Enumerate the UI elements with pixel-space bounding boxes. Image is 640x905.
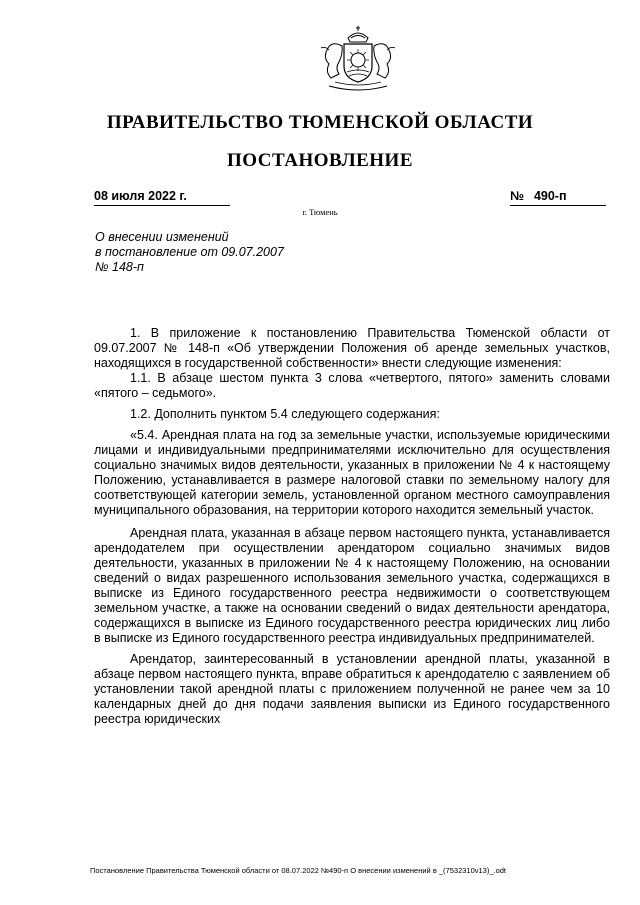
subject-line: № 148-п [95, 260, 144, 274]
document-city: г. Тюмень [302, 207, 338, 217]
coat-of-arms-icon [309, 24, 407, 96]
body-paragraph: Арендная плата, указанная в абзаце первом настоящего пункта, устанавливается арендодателем при осуществлении арендатором социально значимых видов деятельности, указанных в приложении № 4 к настоящему Положению, на основании сведений о видах разрешенного использования земельного участка, содержащихся в выписке из Единого государственного реестра недвижимости о соответствующем земельном участке, а также на основании сведений о видах деятельности арендатора, содержащихся в выписке из Единого государственного реестра юридических лиц либо в выписке из Единого государственного реестра индивидуальных предпринимателей. [94, 526, 610, 645]
body-paragraph: 1.2. Дополнить пунктом 5.4 следующего содержания: [130, 407, 440, 421]
page-footer: Постановление Правительства Тюменской области от 08.07.2022 №490-п О внесении изменений в _(7532310v13)_.odt [90, 866, 507, 875]
body-paragraph: 1.1. В абзаце шестом пункта 3 слова «четвертого, пятого» заменить словами «пятого – седьмого». [94, 371, 610, 400]
document-body [94, 326, 610, 727]
subject-line: О внесении изменений [95, 230, 229, 244]
document-number-prefix: № [510, 189, 524, 203]
document-date-value: 08 июля 2022 г. [94, 189, 187, 203]
body-paragraph: 1. В приложение к постановлению Правительства Тюменской области от 09.07.2007 № 148-п «Об утверждении Положения об аренде земельных участков, находящихся в государственной собственности» внести следующие изменения: [94, 326, 610, 370]
body-paragraph: «5.4. Арендная плата на год за земельные участки, используемые юридическими лицами и индивидуальными предпринимателями исключительно для осуществления социально значимых видов деятельности, указанных в приложении № 4 к настоящему Положению, устанавливается в размере налоговой ставки по земельному налогу для соответствующей категории земель, установленной органом местного самоуправления муниципального образования, на территории которого находится земельный участок. [94, 428, 610, 517]
document-type-title: ПОСТАНОВЛЕНИЕ [226, 150, 414, 171]
organization-title: ПРАВИТЕЛЬСТВО ТЮМЕНСКОЙ ОБЛАСТИ [106, 112, 534, 133]
subject-line: в постановление от 09.07.2007 [95, 245, 284, 259]
document-number-value: 490-п [533, 189, 567, 203]
body-paragraph: Арендатор, заинтересованный в установлении арендной платы, указанной в абзаце первом настоящего пункта, вправе обратиться к арендодателю с заявлением об установлении такой арендной платы с приложением полученной не ранее чем за 10 календарных дней до дня подачи заявления выписки из Единого государственного реестра юридических [94, 652, 610, 726]
document-subject [95, 230, 395, 275]
document-date [94, 189, 230, 206]
document-number [510, 189, 606, 206]
